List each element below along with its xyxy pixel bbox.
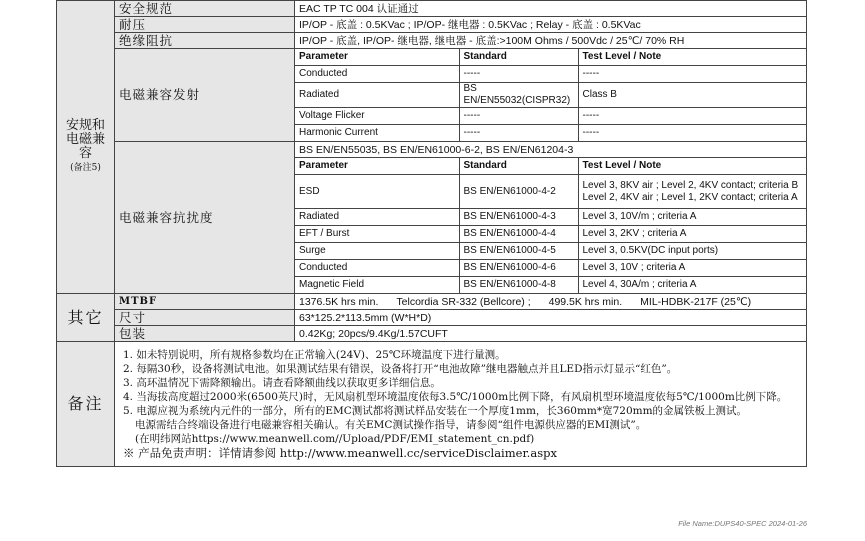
- emc-immunity-label: 电磁兼容抗扰度: [115, 142, 295, 294]
- disclaimer-line: ※ 产品免责声明：详情请参阅 http://www.meanwell.cc/serviceDisclaimer.aspx: [123, 446, 557, 460]
- isolation-resistance-value: IP/OP - 底盖, IP/OP- 继电器, 继电器 - 底盖:>100M Ohms / 500Vdc / 25℃/ 70% RH: [295, 33, 807, 49]
- spec-sheet: [56, 0, 807, 467]
- packing-label: 包装: [115, 326, 295, 342]
- immunity-standards-row: [57, 142, 807, 158]
- immunity-header-row: Parameter Standard Test Level / Note: [295, 158, 806, 175]
- table-row: Conducted BS EN/EN61000-4-6 Level 3, 10V ; criteria A: [295, 260, 806, 277]
- note-line: 电源需结合终端设备进行电磁兼容相关确认。有关EMC测试操作指导，请参阅“组件电源供应器的EMI测试”。: [135, 419, 647, 431]
- emc-emission-label: 电磁兼容发射: [115, 49, 295, 142]
- spec-table: [56, 0, 807, 467]
- table-row: Surge BS EN/EN61000-4-5 Level 3, 0.5KV(DC input ports): [295, 243, 806, 260]
- emc-emission-row: [57, 49, 807, 142]
- mtbf-label: MTBF: [115, 294, 295, 310]
- table-row: Radiated BS EN/EN61000-4-3 Level 3, 10V/m ; criteria A: [295, 209, 806, 226]
- safety-standards-row: [57, 1, 807, 17]
- note-line: (在明纬网站https://www.meanwell.com//Upload/PDF/EMI_statement_cn.pdf): [135, 433, 535, 445]
- dimension-value: 63*125.2*113.5mm (W*H*D): [295, 310, 807, 326]
- mtbf-row: [57, 294, 807, 310]
- packing-value: 0.42Kg; 20pcs/9.4Kg/1.57CUFT: [295, 326, 807, 342]
- dimension-label: 尺寸: [115, 310, 295, 326]
- file-name-footer: File Name:DUPS40-SPEC 2024-01-26: [678, 519, 807, 528]
- note-line: 2. 每隔30秒，设备将测试电池。如果测试结果有错误，设备将打开“电池故障”继电器触点并且LED指示灯显示“红色”。: [123, 363, 678, 375]
- table-row: Magnetic Field BS EN/EN61000-4-8 Level 4, 30A/m ; criteria A: [295, 277, 806, 294]
- safety-standards-label: 安全规范: [115, 1, 295, 17]
- packing-row: [57, 326, 807, 342]
- notes-section: 备注: [57, 342, 115, 467]
- safety-standards-value: EAC TP TC 004 认证通过: [295, 1, 807, 17]
- isolation-resistance-row: [57, 33, 807, 49]
- table-row: Voltage Flicker ----- -----: [295, 108, 806, 125]
- table-row: Radiated BS EN/EN55032(CISPR32) Class B: [295, 83, 806, 108]
- others-section: 其它: [57, 294, 115, 342]
- notes-row: [57, 342, 807, 467]
- immunity-standards: BS EN/EN55035, BS EN/EN61000-6-2, BS EN/EN61204-3: [295, 142, 807, 158]
- table-row: Conducted ----- -----: [295, 66, 806, 83]
- withstand-voltage-value: IP/OP - 底盖 : 0.5KVac ; IP/OP- 继电器 : 0.5KVac ; Relay - 底盖 : 0.5KVac: [295, 17, 807, 33]
- notes-content: [115, 342, 807, 467]
- table-row: EFT / Burst BS EN/EN61000-4-4 Level 3, 2KV ; criteria A: [295, 226, 806, 243]
- emission-table: [295, 49, 806, 141]
- dimension-row: [57, 310, 807, 326]
- note-line: 5. 电源应视为系统内元件的一部分，所有的EMC测试都将测试样品安装在一个厚度1mm，长360mm*宽720mm的金属铁板上测试。: [123, 405, 748, 417]
- note-line: 1. 如未特别说明，所有规格参数均在正常输入(24V)、25℃环境温度下进行量测。: [123, 349, 506, 361]
- isolation-resistance-label: 绝缘阻抗: [115, 33, 295, 49]
- withstand-voltage-label: 耐压: [115, 17, 295, 33]
- note-line: 4. 当海拔高度超过2000米(6500英尺)时，无风扇机型环境温度依每3.5℃/1000m比例下降，有风扇机型环境温度依每5℃/1000m比例下降。: [123, 391, 788, 403]
- immunity-table: [295, 158, 806, 293]
- note-line: 3. 高环温情况下需降额输出。请查看降额曲线以获取更多详细信息。: [123, 377, 441, 389]
- withstand-voltage-row: [57, 17, 807, 33]
- table-row: ESD BS EN/EN61000-4-2 Level 3, 8KV air ; Level 2, 4KV contact; criteria B Level 2, 4KV air ; Level 1, 2KV contact; criteria A: [295, 175, 806, 209]
- mtbf-value: 1376.5K hrs min. Telcordia SR-332 (Bellcore) ; 499.5K hrs min. MIL-HDBK-217F (25℃): [295, 294, 807, 310]
- safety-emc-section: 安规和 电磁兼容 (备注5): [57, 1, 115, 294]
- table-row: Harmonic Current ----- -----: [295, 125, 806, 142]
- emission-header-row: Parameter Standard Test Level / Note: [295, 49, 806, 66]
